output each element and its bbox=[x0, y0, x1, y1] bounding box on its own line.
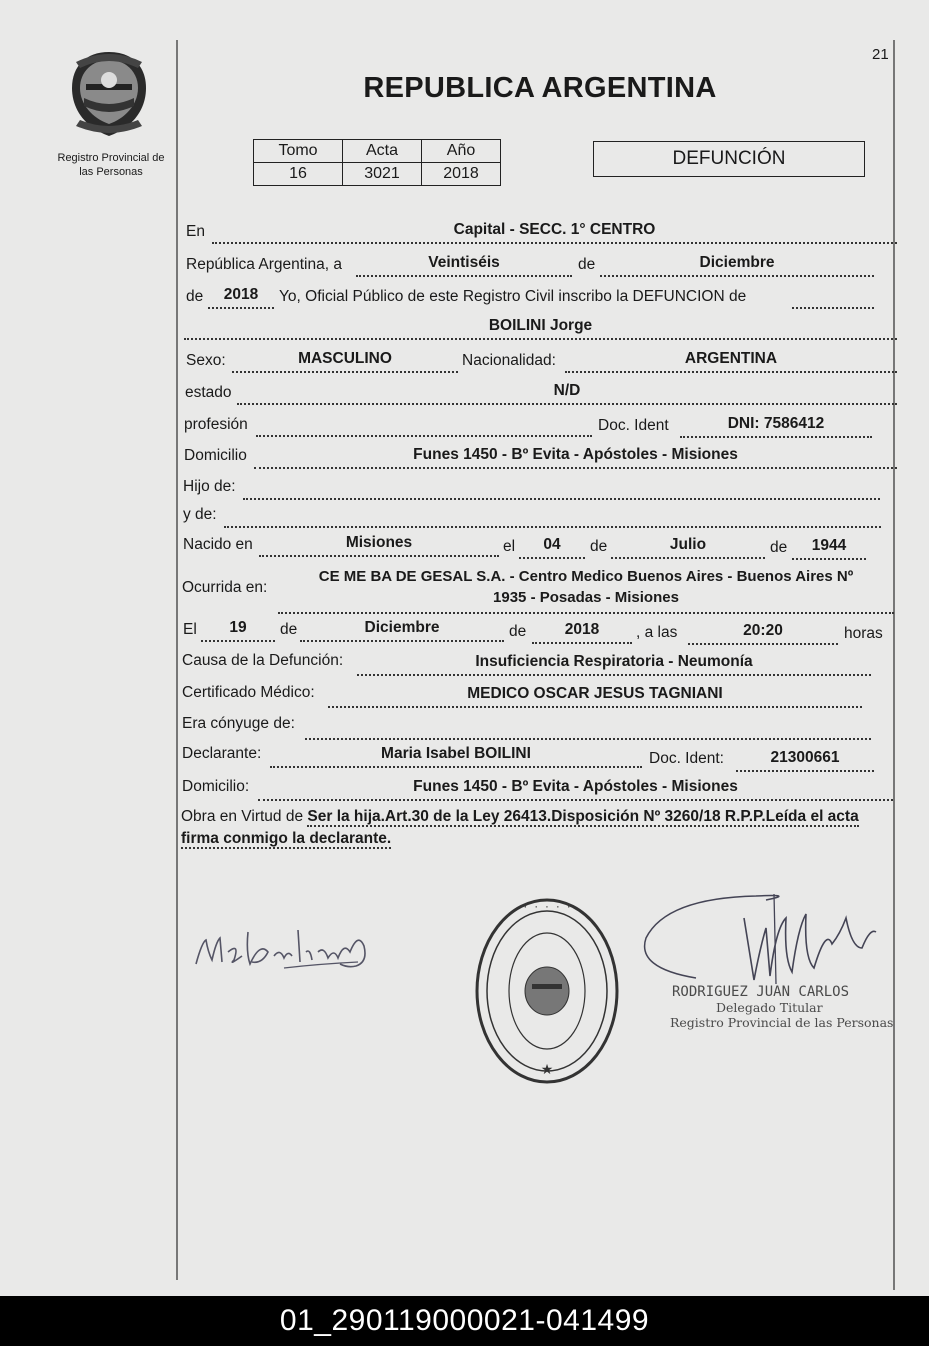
death-place-line-1: CE ME BA DE GESAL S.A. - Centro Medico Buenos Aires - Buenos Aires Nº bbox=[318, 568, 854, 585]
record-type-box: DEFUNCIÓN bbox=[593, 141, 865, 177]
label-de-1: de bbox=[578, 256, 596, 273]
month-field: Diciembre bbox=[600, 253, 874, 277]
label-doc-ident: Doc. Ident bbox=[598, 417, 669, 434]
officer-stamp bbox=[670, 984, 894, 1030]
label-de-5: de bbox=[280, 621, 298, 638]
profession-field bbox=[256, 413, 592, 437]
label-domicilio-declarant: Domicilio: bbox=[182, 778, 250, 795]
label-de-2: de bbox=[186, 288, 204, 305]
label-conyuge: Era cónyuge de: bbox=[182, 715, 295, 732]
label-sexo: Sexo: bbox=[186, 352, 226, 369]
acta-value: 3021 bbox=[343, 163, 422, 186]
death-month-field: Diciembre bbox=[300, 618, 504, 642]
document-code-footer: 01_290119000021-041499 bbox=[0, 1296, 929, 1346]
birth-year-field: 1944 bbox=[792, 536, 866, 560]
location-field: Capital - SECC. 1° CENTRO bbox=[212, 220, 897, 244]
death-day-field: 19 bbox=[201, 618, 275, 642]
birth-place-field: Misiones bbox=[259, 533, 499, 557]
tomo-header: Tomo bbox=[254, 140, 343, 163]
year-field: 2018 bbox=[208, 285, 274, 309]
doctor-field: MEDICO OSCAR JESUS TAGNIANI bbox=[328, 684, 862, 708]
anio-header: Año bbox=[422, 140, 501, 163]
label-declarante: Declarante: bbox=[182, 745, 262, 762]
label-y-de: y de: bbox=[183, 506, 217, 523]
declarant-doc-field: 21300661 bbox=[736, 748, 874, 772]
registry-seal-icon bbox=[474, 896, 620, 1086]
father-field bbox=[243, 476, 880, 500]
officer-office: Registro Provincial de las Personas bbox=[670, 1015, 894, 1030]
label-nacido-en: Nacido en bbox=[183, 536, 253, 553]
officer-name: RODRIGUEZ JUAN CARLOS bbox=[672, 984, 850, 1000]
office-line-2: las Personas bbox=[79, 166, 143, 178]
document-field: DNI: 7586412 bbox=[680, 414, 872, 438]
svg-text:★: ★ bbox=[540, 1062, 554, 1078]
acta-header: Acta bbox=[343, 140, 422, 163]
label-certificado: Certificado Médico: bbox=[182, 684, 315, 701]
label-el: el bbox=[503, 538, 516, 555]
obra-en-virtud bbox=[181, 806, 893, 850]
label-el-upper: El bbox=[183, 621, 197, 638]
birth-month-field: Julio bbox=[611, 535, 765, 559]
left-margin-line bbox=[176, 40, 178, 1280]
mother-field bbox=[224, 504, 881, 528]
province-emblem-icon bbox=[66, 48, 152, 140]
label-obra: Obra en Virtud de bbox=[181, 808, 304, 825]
death-place-field bbox=[278, 566, 894, 614]
death-time-field: 20:20 bbox=[688, 621, 838, 645]
label-causa: Causa de la Defunción: bbox=[182, 652, 344, 669]
defuncion-de-field bbox=[792, 285, 874, 309]
label-en: En bbox=[186, 223, 205, 240]
page-number: 21 bbox=[872, 46, 889, 63]
label-republica: República Argentina, a bbox=[186, 256, 342, 273]
document-title: REPUBLICA ARGENTINA bbox=[363, 72, 717, 104]
birth-day-field: 04 bbox=[519, 535, 585, 559]
anio-value: 2018 bbox=[422, 163, 501, 186]
address-field: Funes 1450 - Bº Evita - Apóstoles - Misiones bbox=[254, 445, 897, 469]
label-nacionalidad: Nacionalidad: bbox=[462, 352, 556, 369]
office-name bbox=[45, 151, 177, 179]
spouse-field bbox=[305, 716, 871, 740]
death-place-line-2: 1935 - Posadas - Misiones bbox=[493, 589, 679, 606]
office-line-1: Registro Provincial de bbox=[57, 152, 165, 164]
nationality-field: ARGENTINA bbox=[565, 349, 897, 373]
civil-status-field: N/D bbox=[237, 381, 897, 405]
label-de-4: de bbox=[770, 539, 788, 556]
label-horas: horas bbox=[844, 625, 883, 642]
cause-field: Insuficiencia Respiratoria - Neumonía bbox=[357, 652, 871, 676]
registry-table bbox=[253, 139, 501, 186]
deceased-name-field: BOILINI Jorge bbox=[184, 316, 897, 340]
label-hijo-de: Hijo de: bbox=[183, 478, 236, 495]
tomo-value: 16 bbox=[254, 163, 343, 186]
label-de-6: de bbox=[509, 623, 527, 640]
officer-role: Delegado Titular bbox=[716, 1000, 823, 1015]
declarant-signature bbox=[188, 912, 388, 982]
death-year-field: 2018 bbox=[532, 620, 632, 644]
obra-text: Ser la hija.Art.30 de la Ley 26413.Disposición Nº 3260/18 R.P.P.Leída el acta firma conmigo la declarante. bbox=[181, 808, 859, 847]
label-de-3: de bbox=[590, 538, 608, 555]
label-estado: estado bbox=[185, 384, 232, 401]
svg-text:· · · · ·: · · · · · bbox=[522, 903, 572, 913]
label-yo: Yo, Oficial Público de este Registro Civil inscribo la DEFUNCION de bbox=[279, 288, 747, 305]
label-doc-ident-declarant: Doc. Ident: bbox=[649, 750, 724, 767]
label-domicilio: Domicilio bbox=[184, 447, 247, 464]
officer-signature bbox=[636, 888, 886, 988]
sex-field: MASCULINO bbox=[232, 349, 458, 373]
declarant-field: Maria Isabel BOILINI bbox=[270, 744, 642, 768]
declarant-address-field: Funes 1450 - Bº Evita - Apóstoles - Misiones bbox=[258, 777, 893, 801]
day-words-field: Veintiséis bbox=[356, 253, 572, 277]
label-a-las: , a las bbox=[636, 624, 678, 641]
label-profesion: profesión bbox=[184, 416, 248, 433]
label-ocurrida-en: Ocurrida en: bbox=[182, 579, 268, 596]
